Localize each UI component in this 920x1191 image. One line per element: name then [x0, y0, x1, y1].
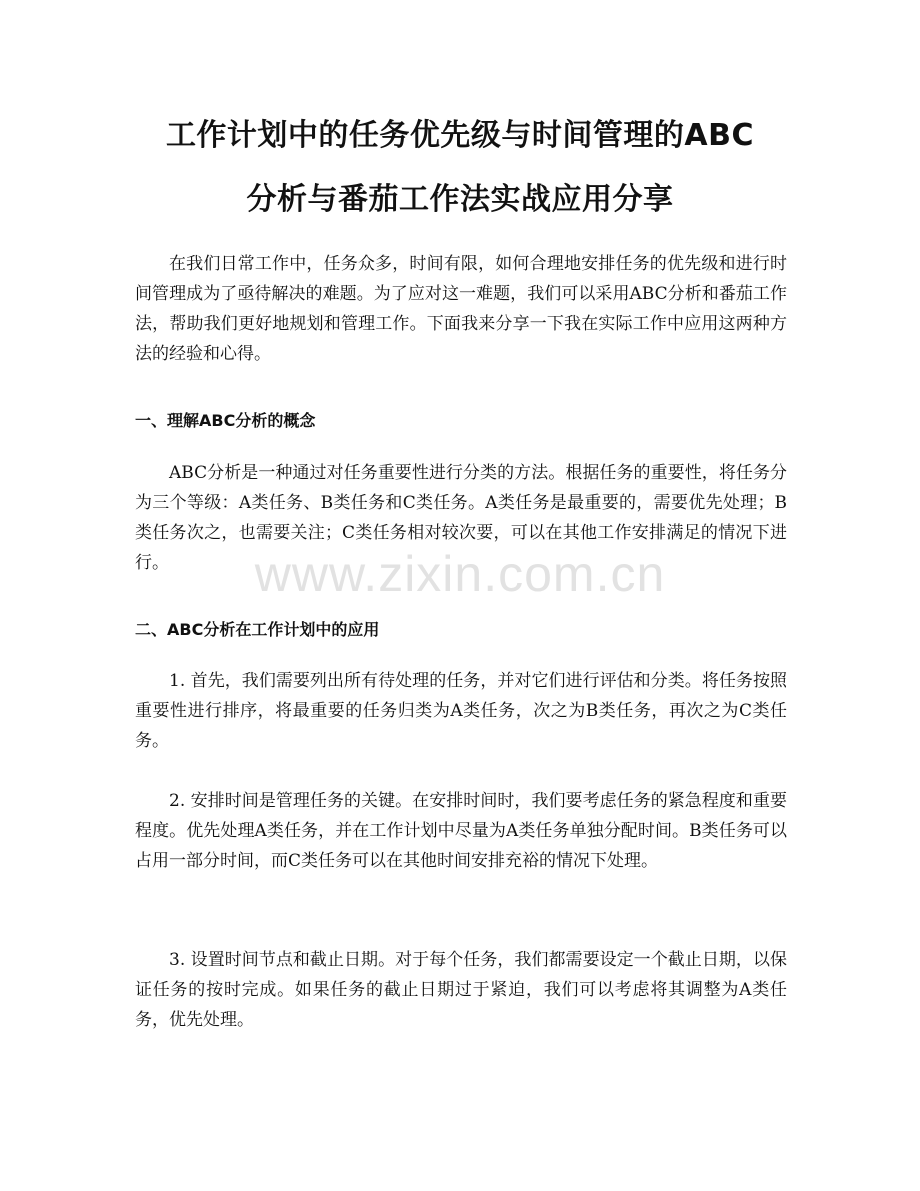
list-item-3: 3. 设置时间节点和截止日期。对于每个任务，我们都需要设定一个截止日期，以保证任务的按时完成。如果任务的截止日期过于紧迫，我们可以考虑将其调整为A类任务，优先处理。 — [135, 950, 787, 1030]
section-2-heading: 二、ABC分析在工作计划中的应用 — [135, 620, 380, 639]
watermark: www.zixin.com.cn — [254, 546, 666, 602]
document-title — [0, 104, 920, 232]
list-item-2: 2. 安排时间是管理任务的关键。在安排时间时，我们要考虑任务的紧急程度和重要程度。优先处理A类任务，并在工作计划中尽量为A类任务单独分配时间。B类任务可以占用一部分时间，而C类任务可以在其他时间安排充裕的情况下处理。 — [135, 791, 787, 871]
intro-paragraph: 在我们日常工作中，任务众多，时间有限，如何合理地安排任务的优先级和进行时间管理成为了亟待解决的难题。为了应对这一难题，我们可以采用ABC分析和番茄工作法，帮助我们更好地规划和管理工作。下面我来分享一下我在实际工作中应用这两种方法的经验和心得。 — [135, 254, 787, 364]
title-line-1: 工作计划中的任务优先级与时间管理的ABC — [165, 118, 755, 153]
title-line-2: 分析与番茄工作法实战应用分享 — [246, 182, 674, 217]
section-1-paragraph: ABC分析是一种通过对任务重要性进行分类的方法。根据任务的重要性，将任务分为三个等级：A类任务、B类任务和C类任务。A类任务是最重要的，需要优先处理；B类任务次之，也需要关注；C类任务相对较次要，可以在其他工作安排满足的情况下进行。 — [135, 463, 787, 573]
list-item-1: 1. 首先，我们需要列出所有待处理的任务，并对它们进行评估和分类。将任务按照重要性进行排序，将最重要的任务归类为A类任务，次之为B类任务，再次之为C类任务。 — [135, 671, 787, 751]
section-1-heading: 一、理解ABC分析的概念 — [135, 411, 316, 430]
